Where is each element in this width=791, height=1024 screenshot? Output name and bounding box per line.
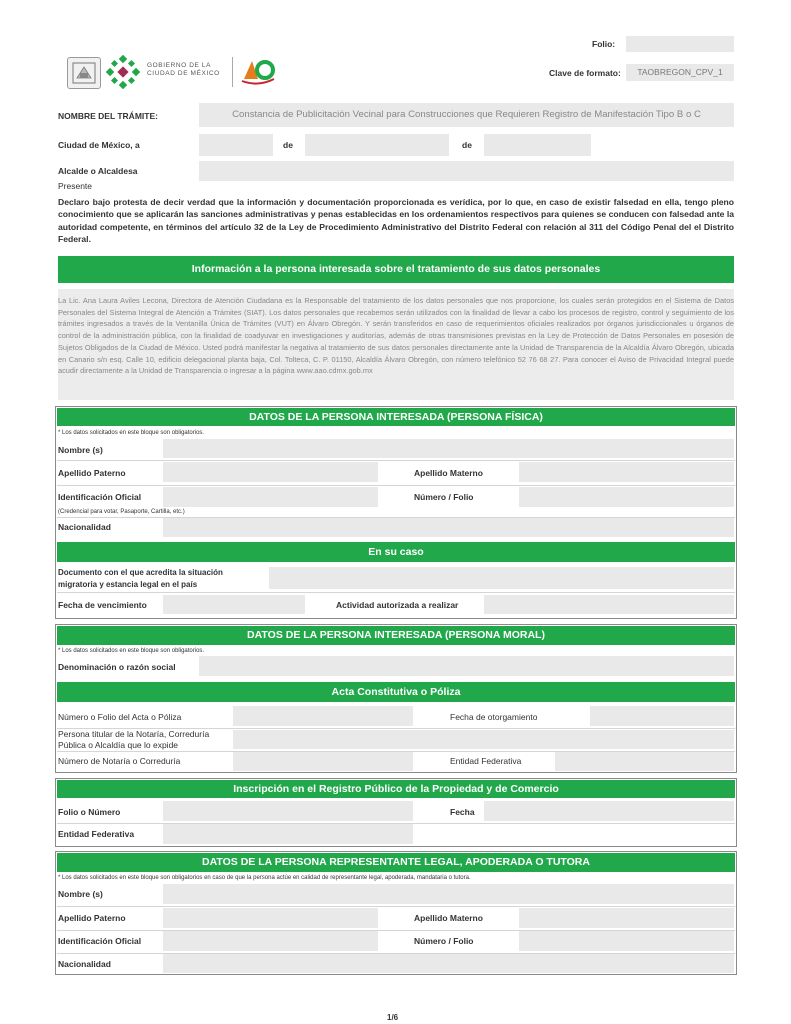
persona-moral-title: DATOS DE LA PERSONA INTERESADA (PERSONA MORAL) [57, 626, 735, 645]
fecha-otorgamiento-label: Fecha de otorgamiento [450, 712, 538, 722]
identificacion-label: Identificación Oficial [58, 492, 142, 502]
persona-titular-label-1: Persona titular de la Notaría, Correduría [58, 729, 210, 739]
rep-identificacion-field[interactable] [163, 931, 378, 951]
tramite-name: Constancia de Publicitación Vecinal para Construcciones que Requieren Registro de Manifestación Tipo B o C [199, 103, 734, 127]
apellido-materno-field[interactable] [519, 462, 734, 482]
clave-formato-label: Clave de formato: [549, 68, 621, 78]
rep-identificacion-label: Identificación Oficial [58, 936, 142, 946]
nacionalidad-field[interactable] [163, 518, 734, 537]
month-field[interactable] [305, 134, 449, 156]
year-field[interactable] [484, 134, 591, 156]
rep-apellido-paterno-label: Apellido Paterno [58, 913, 126, 923]
persona-fisica-title: DATOS DE LA PERSONA INTERESADA (PERSONA FÍSICA) [57, 408, 735, 426]
entidad-federativa-label: Entidad Federativa [450, 756, 522, 766]
identificacion-field[interactable] [163, 487, 378, 507]
day-field[interactable] [199, 134, 273, 156]
ciudad-label: Ciudad de México, a [58, 140, 140, 150]
persona-titular-field[interactable] [233, 730, 734, 749]
rep-nombre-field[interactable] [163, 884, 734, 904]
government-name [147, 62, 220, 78]
documento-migratorio-field[interactable] [269, 567, 734, 589]
representante-note: * Los datos solicitados en este bloque son obligatorios en caso de que la persona actúe en calidad de representante legal, apoderada, mandataria o tutora. [58, 875, 471, 881]
fecha-otorgamiento-field[interactable] [590, 706, 734, 726]
privacy-text: La Lic. Ana Laura Aviles Lecona, Directora de Atención Ciudadana es la Responsable del tratamiento de los datos personales que nos proporcione, los cuales serán protegidos en el Sistema de Datos Personales del Sistema Integral de Atención a Trámites (SIAT). Los datos personales que recabemos serán utilizados con la finalidad de llevar a cabo los procesos de registro, control y seguimiento de los trámites ingresados a través de la Ventanilla Única de Trámites (VUT) en Álvaro Obregón. Y serán transferidos en caso de requerimientos oficiales realizados por órganos jurisdiccionales u órganos de control de la administración pública, con la finalidad de coadyuvar en investigaciones y auditorías, además de otras transmisiones previstas en la Ley de Protección de Datos Personales en posesión de Sujetos Obligados de la Ciudad de México. Usted podrá manifestar la negativa al tratamiento de sus datos personales directamente ante la Unidad de Transparencia de la Alcaldía Álvaro Obregón, ubicada en Canario s/n esq. Calle 10, edificio delegacional planta baja, Col. Tolteca, C. P. 01150, Alcaldía Álvaro Obregón, con número telefónico 52 76 68 27. Para conocer el Aviso de Privacidad Integral puede acudir directamente a la Unidad de Transparencia o ingresar a la página www.aao.cdmx.gob.mx [58, 296, 734, 376]
folio-numero-label: Folio o Número [58, 807, 121, 817]
nombre-field[interactable] [163, 439, 734, 458]
presente-label: Presente [58, 181, 93, 191]
apellido-paterno-field[interactable] [163, 462, 378, 482]
gov-line-1: GOBIERNO DE LA [147, 62, 212, 69]
mexico-coat-of-arms-logo [67, 57, 101, 89]
denominacion-field[interactable] [199, 656, 734, 676]
rep-apellido-materno-label: Apellido Materno [414, 913, 483, 923]
persona-fisica-note: * Los datos solicitados en este bloque son obligatorios. [58, 430, 205, 436]
clave-formato-value: TAOBREGON_CPV_1 [626, 64, 734, 81]
apellido-materno-label: Apellido Materno [414, 468, 483, 478]
en-su-caso-title: En su caso [57, 542, 735, 562]
numero-notaria-field[interactable] [233, 752, 413, 771]
page-number: 1/6 [387, 1013, 399, 1022]
actividad-label: Actividad autorizada a realizar [336, 600, 459, 610]
alcaldia-alvaro-obregon-logo [240, 57, 276, 87]
alcaldia-label: Alcalde o Alcaldesa [58, 166, 138, 176]
cdmx-logo-icon [106, 55, 140, 89]
folio-field[interactable] [626, 36, 734, 52]
de-label-1: de [283, 140, 293, 150]
persona-moral-note: * Los datos solicitados en este bloque son obligatorios. [58, 648, 205, 654]
folio-numero-field[interactable] [163, 801, 413, 821]
fecha-registro-label: Fecha [450, 807, 475, 817]
folio-label: Folio: [592, 39, 616, 49]
tramite-label: NOMBRE DEL TRÁMITE: [58, 111, 158, 121]
rep-nombre-label: Nombre (s) [58, 889, 103, 899]
logo-divider [232, 57, 233, 87]
fecha-vencimiento-label: Fecha de vencimiento [58, 600, 147, 610]
de-label-2: de [462, 140, 472, 150]
numero-notaria-label: Número de Notaría o Correduría [58, 756, 181, 766]
documento-label-2: migratoria y estancia legal en el país [58, 580, 198, 589]
nombre-label: Nombre (s) [58, 445, 103, 455]
alcaldia-field[interactable] [199, 161, 734, 181]
rep-apellido-materno-field[interactable] [519, 908, 734, 928]
nacionalidad-label: Nacionalidad [58, 522, 111, 532]
rep-numero-folio-field[interactable] [519, 931, 734, 951]
credencial-note: (Credencial para votar, Pasaporte, Cartilla, etc.) [58, 509, 185, 515]
rep-apellido-paterno-field[interactable] [163, 908, 378, 928]
numero-folio-field[interactable] [519, 487, 734, 507]
persona-titular-label-2: Pública o Alcaldía que lo expide [58, 740, 179, 750]
gov-line-2: CIUDAD DE MÉXICO [147, 70, 220, 77]
numero-folio-label: Número / Folio [414, 492, 474, 502]
row-divider [57, 592, 735, 593]
apellido-paterno-label: Apellido Paterno [58, 468, 126, 478]
acta-constitutiva-title: Acta Constitutiva o Póliza [57, 682, 735, 702]
privacy-title: Información a la persona interesada sobre el tratamiento de sus datos personales [58, 256, 734, 283]
numero-acta-label: Número o Folio del Acta o Póliza [58, 712, 182, 722]
row-divider [57, 460, 735, 461]
rep-numero-folio-label: Número / Folio [414, 936, 474, 946]
entidad-registro-label: Entidad Federativa [58, 829, 135, 839]
row-divider [57, 485, 735, 486]
fecha-registro-field[interactable] [484, 801, 734, 821]
registro-publico-title: Inscripción en el Registro Público de la Propiedad y de Comercio [57, 780, 735, 798]
rep-nacionalidad-label: Nacionalidad [58, 959, 111, 969]
row-divider [57, 906, 735, 907]
representante-title: DATOS DE LA PERSONA REPRESENTANTE LEGAL, APODERADA O TUTORA [57, 853, 735, 872]
documento-label-1: Documento con el que acredita la situación [58, 568, 223, 577]
denominacion-label: Denominación o razón social [58, 662, 176, 672]
numero-acta-field[interactable] [233, 706, 413, 726]
fecha-vencimiento-field[interactable] [163, 595, 305, 614]
entidad-registro-field[interactable] [163, 824, 413, 844]
rep-nacionalidad-field[interactable] [163, 954, 734, 973]
entidad-federativa-field[interactable] [555, 752, 734, 771]
actividad-field[interactable] [484, 595, 734, 614]
declaration-text: Declaro bajo protesta de decir verdad que la información y documentación proporcionada es verídica, por lo que, en caso de existir falsedad en ella, tengo pleno conocimiento que se aplicarán las sanciones administrativas y penas establecidas en los ordenamientos respectivos para quienes se conducen con falsedad ante la autoridad competente, en términos del artículo 32 de la Ley de Procedimiento Administrativo del Distrito Federal con relación al 311 del Código Penal del el Distrito Federal. [58, 197, 734, 244]
